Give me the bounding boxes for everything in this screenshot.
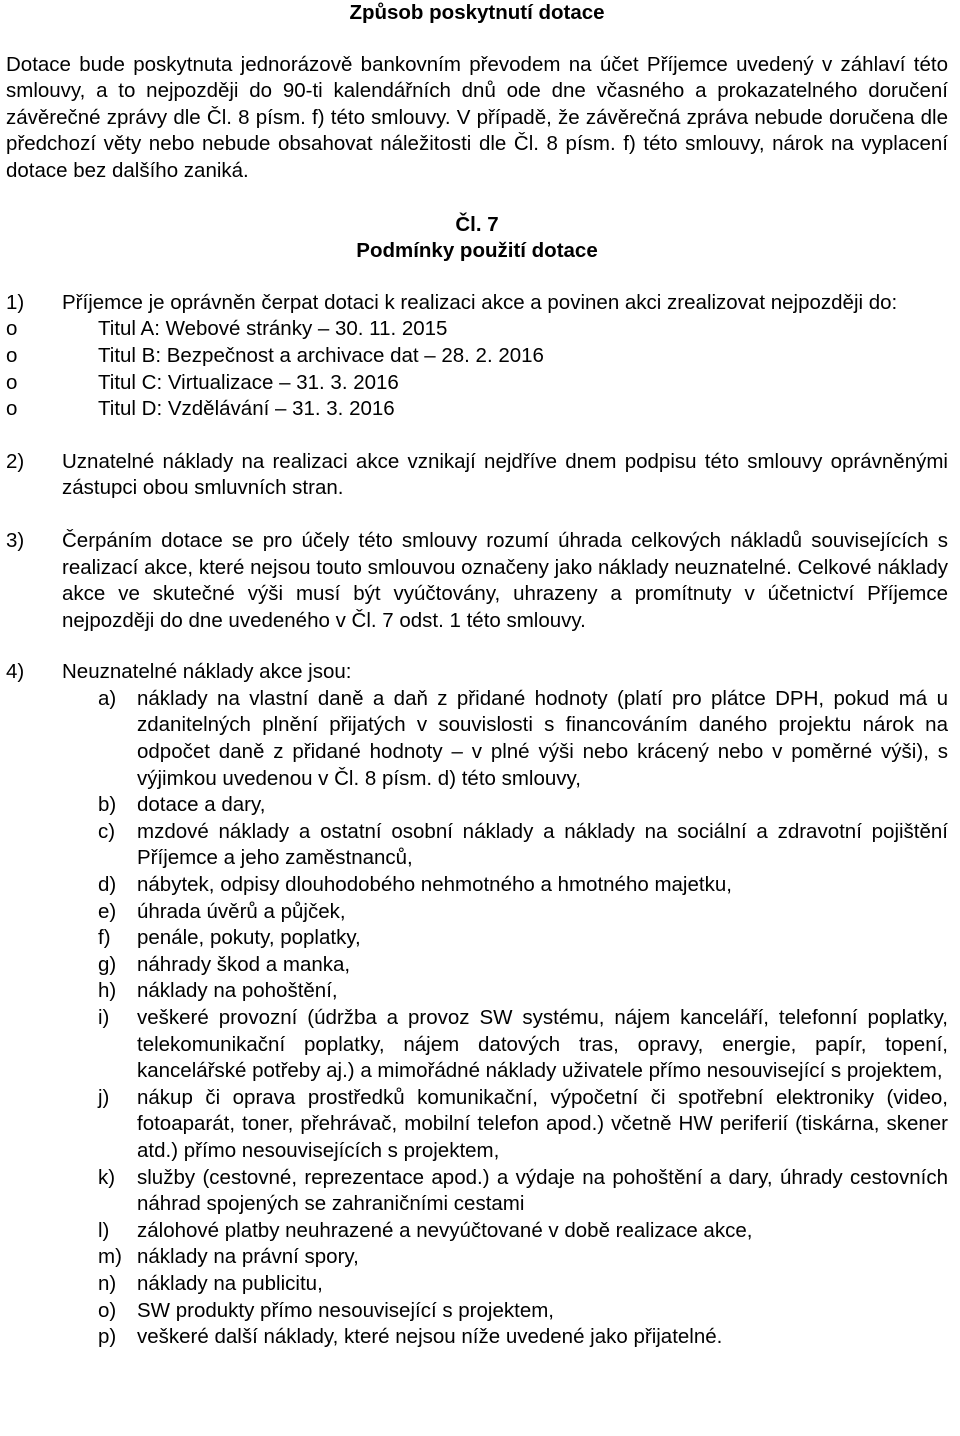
list-item (6, 792, 948, 819)
bullet-marker: o (6, 343, 18, 367)
list-item (6, 872, 948, 899)
bullet-text: Titul C: Virtualizace – 31. 3. 2016 (98, 370, 399, 394)
article-number: Čl. 7 (455, 212, 499, 236)
numbered-item-4 (6, 659, 948, 686)
list-item (6, 1324, 948, 1351)
list-item (6, 396, 948, 423)
sub-item-text: penále, pokuty, poplatky, (137, 926, 361, 950)
list-item (6, 978, 948, 1005)
list-item (6, 925, 948, 952)
article-title: Podmínky použití dotace (356, 239, 598, 263)
item-number: 1) (6, 290, 25, 314)
sub-item-text: mzdové náklady a ostatní osobní náklady a náklady na sociální a zdravotní pojištění Příjemce a jeho zaměstnanců, (137, 819, 948, 870)
sub-item-text: veškeré další náklady, které nejsou níže uvedené jako přijatelné. (137, 1325, 723, 1349)
bullet-text: Titul D: Vzdělávání – 31. 3. 2016 (98, 397, 395, 421)
item-letter: n) (98, 1271, 117, 1295)
bullet-marker: o (6, 370, 18, 394)
item-text: Neuznatelné náklady akce jsou: (62, 660, 352, 684)
item-letter: m) (98, 1245, 122, 1269)
list-item (6, 686, 948, 792)
numbered-item-1 (6, 290, 948, 317)
item-letter: g) (98, 952, 117, 976)
bullet-marker: o (6, 397, 18, 421)
sub-item-text: úhrada úvěrů a půjček, (137, 899, 346, 923)
numbered-item-2 (6, 449, 948, 502)
bullet-marker: o (6, 317, 18, 341)
item-number: 3) (6, 528, 25, 552)
sub-item-text: služby (cestovné, reprezentace apod.) a výdaje na pohoštění a dary, úhrady cestovních náhrad spojených se zahraničními cestami (137, 1165, 948, 1216)
list-item (6, 1165, 948, 1218)
ineligible-costs-list (6, 686, 948, 1351)
item-letter: h) (98, 979, 117, 1003)
item-letter: a) (98, 686, 117, 710)
bullet-text: Titul A: Webové stránky – 30. 11. 2015 (98, 317, 448, 341)
list-item (6, 370, 948, 397)
list-item (6, 1005, 948, 1085)
sub-item-text: SW produkty přímo nesouvisející s projektem, (137, 1298, 554, 1322)
item-letter: b) (98, 793, 117, 817)
list-item (6, 1085, 948, 1165)
item-text: Uznatelné náklady na realizaci akce vznikají nejdříve dnem podpisu této smlouvy oprávněnými zástupci obou smluvních stran. (62, 449, 948, 500)
sub-item-text: nákup či oprava prostředků komunikační, výpočetní či spotřební elektroniky (video, fotoaparát, toner, přehrávač, mobilní telefon apod.) včetně HW periferií (tiskárna, skener atd.) přímo nesouvisejících s projektem, (137, 1085, 948, 1162)
list-item (6, 1218, 948, 1245)
sub-item-text: veškeré provozní (údržba a provoz SW systému, nájem kanceláří, telefonní poplatky, telekomunikační poplatky, nájem datových tras, opravy, energie, papír, topení, kancelářské potřeby aj.) a mimořádné náklady uživatele přímo nesouvisející s projektem, (137, 1006, 948, 1083)
item-letter: p) (98, 1325, 117, 1349)
item-letter: e) (98, 899, 117, 923)
bullet-text: Titul B: Bezpečnost a archivace dat – 28. 2. 2016 (98, 343, 544, 367)
item-letter: d) (98, 873, 117, 897)
list-item (6, 952, 948, 979)
item-number: 2) (6, 449, 25, 473)
sub-item-text: náklady na pohoštění, (137, 979, 338, 1003)
sub-item-text: dotace a dary, (137, 793, 266, 817)
item-number: 4) (6, 660, 25, 684)
sub-item-text: zálohové platby neuhrazené a nevyúčtované v době realizace akce, (137, 1218, 753, 1242)
sub-item-text: náklady na právní spory, (137, 1245, 359, 1269)
section-heading: Způsob poskytnutí dotace (349, 1, 605, 24)
list-item (6, 1298, 948, 1325)
sub-item-text: náklady na vlastní daně a daň z přidané hodnoty (platí pro plátce DPH, pokud má u zdanitelných plnění přijatých v souvislosti s financováním daného projektu nárok na odpočet daně z přidané hodnoty – v plné výši nebo krácený nebo v poměrné výši), s výjimkou uvedenou v Čl. 8 písm. d) této smlouvy, (137, 686, 948, 790)
sub-item-text: náklady na publicitu, (137, 1271, 323, 1295)
item-letter: i) (98, 1006, 110, 1029)
item-text: Čerpáním dotace se pro účely této smlouvy rozumí úhrada celkových nákladů souvisejících s realizací akce, které nejsou touto smlouvou označeny jako náklady neuznatelné. Celkové náklady akce ve skutečné výši musí být vyúčtovány, uhrazeny a promítnuty v účetnictví Příjemce nejpozději do dne uvedeného v Čl. 7 odst. 1 této smlouvy. (62, 528, 948, 632)
deadline-list (6, 316, 948, 422)
intro-paragraph: Dotace bude poskytnuta jednorázově bankovním převodem na účet Příjemce uvedený v záhlaví této smlouvy, a to nejpozději do 90-ti kalendářních dnů ode dne včasného a prokazatelného doručení závěrečné zprávy dle Čl. 8 písm. f) této smlouvy. V případě, že závěrečná zpráva nebude doručena dle předchozí věty nebo nebude obsahovat náležitosti dle Čl. 8 písm. f) této smlouvy, nárok na vyplacení dotace bez dalšího zaniká. (6, 52, 948, 182)
item-letter: k) (98, 1165, 116, 1189)
item-letter: j) (98, 1085, 110, 1109)
list-item (6, 1271, 948, 1298)
item-letter: l) (98, 1218, 110, 1242)
list-item (6, 343, 948, 370)
list-item (6, 316, 948, 343)
list-item (6, 819, 948, 872)
numbered-item-3 (6, 528, 948, 634)
item-letter: f) (98, 926, 111, 950)
list-item (6, 899, 948, 926)
item-text: Příjemce je oprávněn čerpat dotaci k realizaci akce a povinen akci zrealizovat nejpozději do: (62, 290, 898, 314)
item-letter: o) (98, 1298, 117, 1322)
item-letter: c) (98, 819, 116, 843)
list-item (6, 1244, 948, 1271)
sub-item-text: náhrady škod a manka, (137, 952, 351, 976)
sub-item-text: nábytek, odpisy dlouhodobého nehmotného a hmotného majetku, (137, 873, 732, 897)
